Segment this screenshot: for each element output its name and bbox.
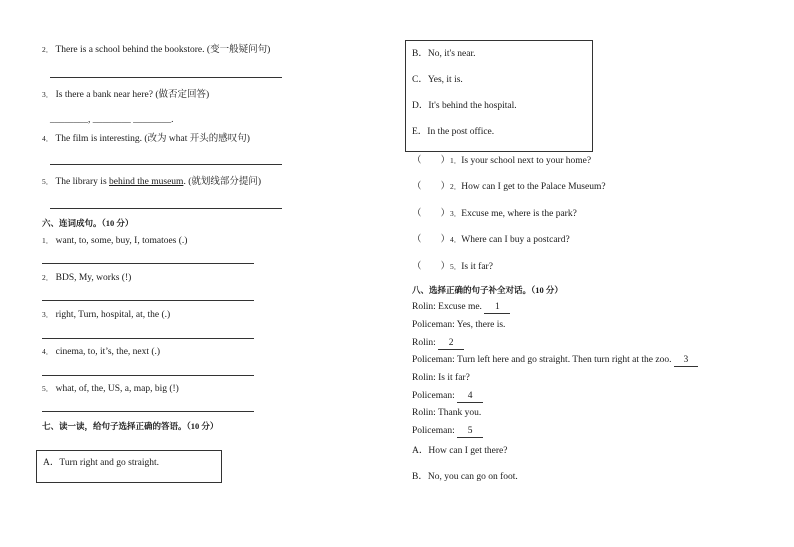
dialogue-line [412, 390, 483, 403]
question-number: 4 [42, 134, 46, 143]
answer-line[interactable] [50, 77, 282, 78]
speaker: Rolin: [412, 373, 436, 383]
list-item: 5． what, of, the, US, a, map, big (!) [42, 384, 179, 394]
list-item: 3． right, Turn, hospital, at, the (.) [42, 310, 171, 320]
answer-blank[interactable]: 5 [457, 425, 483, 438]
answer-blank[interactable]: 1 [484, 301, 510, 314]
list-item: 2． BDS, My, works (!) [42, 273, 132, 283]
list-item: 1． want, to, some, buy, I, tomatoes (.) [42, 236, 188, 246]
option-c-text: C．Yes, it is. [412, 75, 463, 85]
answer-line[interactable] [42, 300, 254, 301]
answer-bracket[interactable]: （ ） [412, 209, 451, 219]
answer-line[interactable] [42, 263, 254, 264]
dialogue-line: Rolin: Excuse me. 1 [412, 301, 510, 314]
dialogue-line: Rolin: Is it far? [412, 373, 470, 383]
match-item: （ ）5．Is it far? [412, 262, 493, 272]
speaker: Rolin: [412, 302, 436, 312]
match-item: （ ）1．Is your school next to your home? [412, 156, 592, 166]
dialogue-line: Policeman: Yes, there is. [412, 320, 506, 330]
answer-blank[interactable]: 4 [457, 390, 483, 403]
answer-line[interactable] [42, 375, 254, 376]
option-b-text: B．No, you can go on foot. [412, 472, 518, 482]
answer-line[interactable] [42, 338, 254, 339]
question-number: 5 [42, 177, 46, 186]
answer-blank[interactable]: ________ [92, 115, 131, 125]
answer-blanks[interactable]: ________, ________ ________. [50, 115, 174, 125]
option-e-text: E．In the post office. [412, 127, 495, 137]
speaker: Policeman: [412, 426, 455, 436]
section-6-title: 六、连词成句。（10 分） [42, 218, 134, 228]
option-b-text: B．No, it's near. [412, 49, 476, 59]
option-d-text: D．It's behind the hospital. [412, 101, 517, 111]
speaker: Policeman: [412, 391, 455, 401]
speaker: Policeman: [412, 320, 455, 330]
answer-blank[interactable]: ________ [133, 115, 172, 125]
question-number: 2 [42, 45, 46, 54]
options-box [405, 40, 593, 152]
speaker: Rolin: [412, 338, 436, 348]
dialogue-line: Policeman: Turn left here and go straight. Then turn right at the zoo. 3 [412, 354, 698, 367]
answer-bracket[interactable]: （ ） [412, 182, 451, 192]
question-text: There is a school behind the bookstore. (变一般疑问句) [55, 45, 271, 55]
answer-line[interactable] [50, 164, 282, 165]
match-item: （ ）3．Excuse me, where is the park? [412, 209, 577, 219]
option-a-text: A．Turn right and go straight. [43, 458, 160, 468]
match-item: （ ）2．How can I get to the Palace Museum? [412, 182, 606, 192]
speaker: Policeman: [412, 355, 455, 365]
option-a-text: A．How can I get there? [412, 446, 508, 456]
dialogue-line [412, 337, 464, 350]
answer-line[interactable] [50, 208, 282, 209]
match-item: （ ）4．Where can I buy a postcard? [412, 235, 570, 245]
dialogue-line: Rolin: Thank you. [412, 408, 482, 418]
dialogue-line [412, 425, 483, 438]
answer-blank[interactable]: ________ [50, 115, 88, 125]
question-3: 3． Is there a bank near here? (做否定回答) [42, 90, 210, 100]
answer-line[interactable] [42, 411, 254, 412]
answer-blank[interactable]: 2 [438, 337, 464, 350]
answer-bracket[interactable]: （ ） [412, 156, 451, 166]
speaker: Rolin: [412, 408, 436, 418]
answer-blank[interactable]: 3 [674, 354, 698, 367]
answer-bracket[interactable]: （ ） [412, 235, 451, 245]
option-box-a [36, 450, 222, 483]
question-number: 3 [42, 90, 46, 99]
section-8-title: 八、选择正确的句子补全对话。（10 分） [412, 285, 563, 295]
underlined-phrase: behind the museum [109, 177, 184, 187]
list-item: 4． cinema, to, it’s, the, next (.) [42, 347, 161, 357]
question-text: The film is interesting. (改为 what 开头的感叹句) [55, 134, 250, 144]
question-5: 5． The library is behind the museum. (就划线部分提问) [42, 177, 262, 187]
question-text: Is there a bank near here? (做否定回答) [55, 90, 210, 100]
question-2: 2． There is a school behind the bookstore. (变一般疑问句) [42, 45, 271, 55]
question-4: 4． The film is interesting. (改为 what 开头的感叹句) [42, 134, 250, 144]
section-7-title: 七、读一读，给句子选择正确的答语。（10 分） [42, 421, 219, 431]
answer-bracket[interactable]: （ ） [412, 262, 451, 272]
